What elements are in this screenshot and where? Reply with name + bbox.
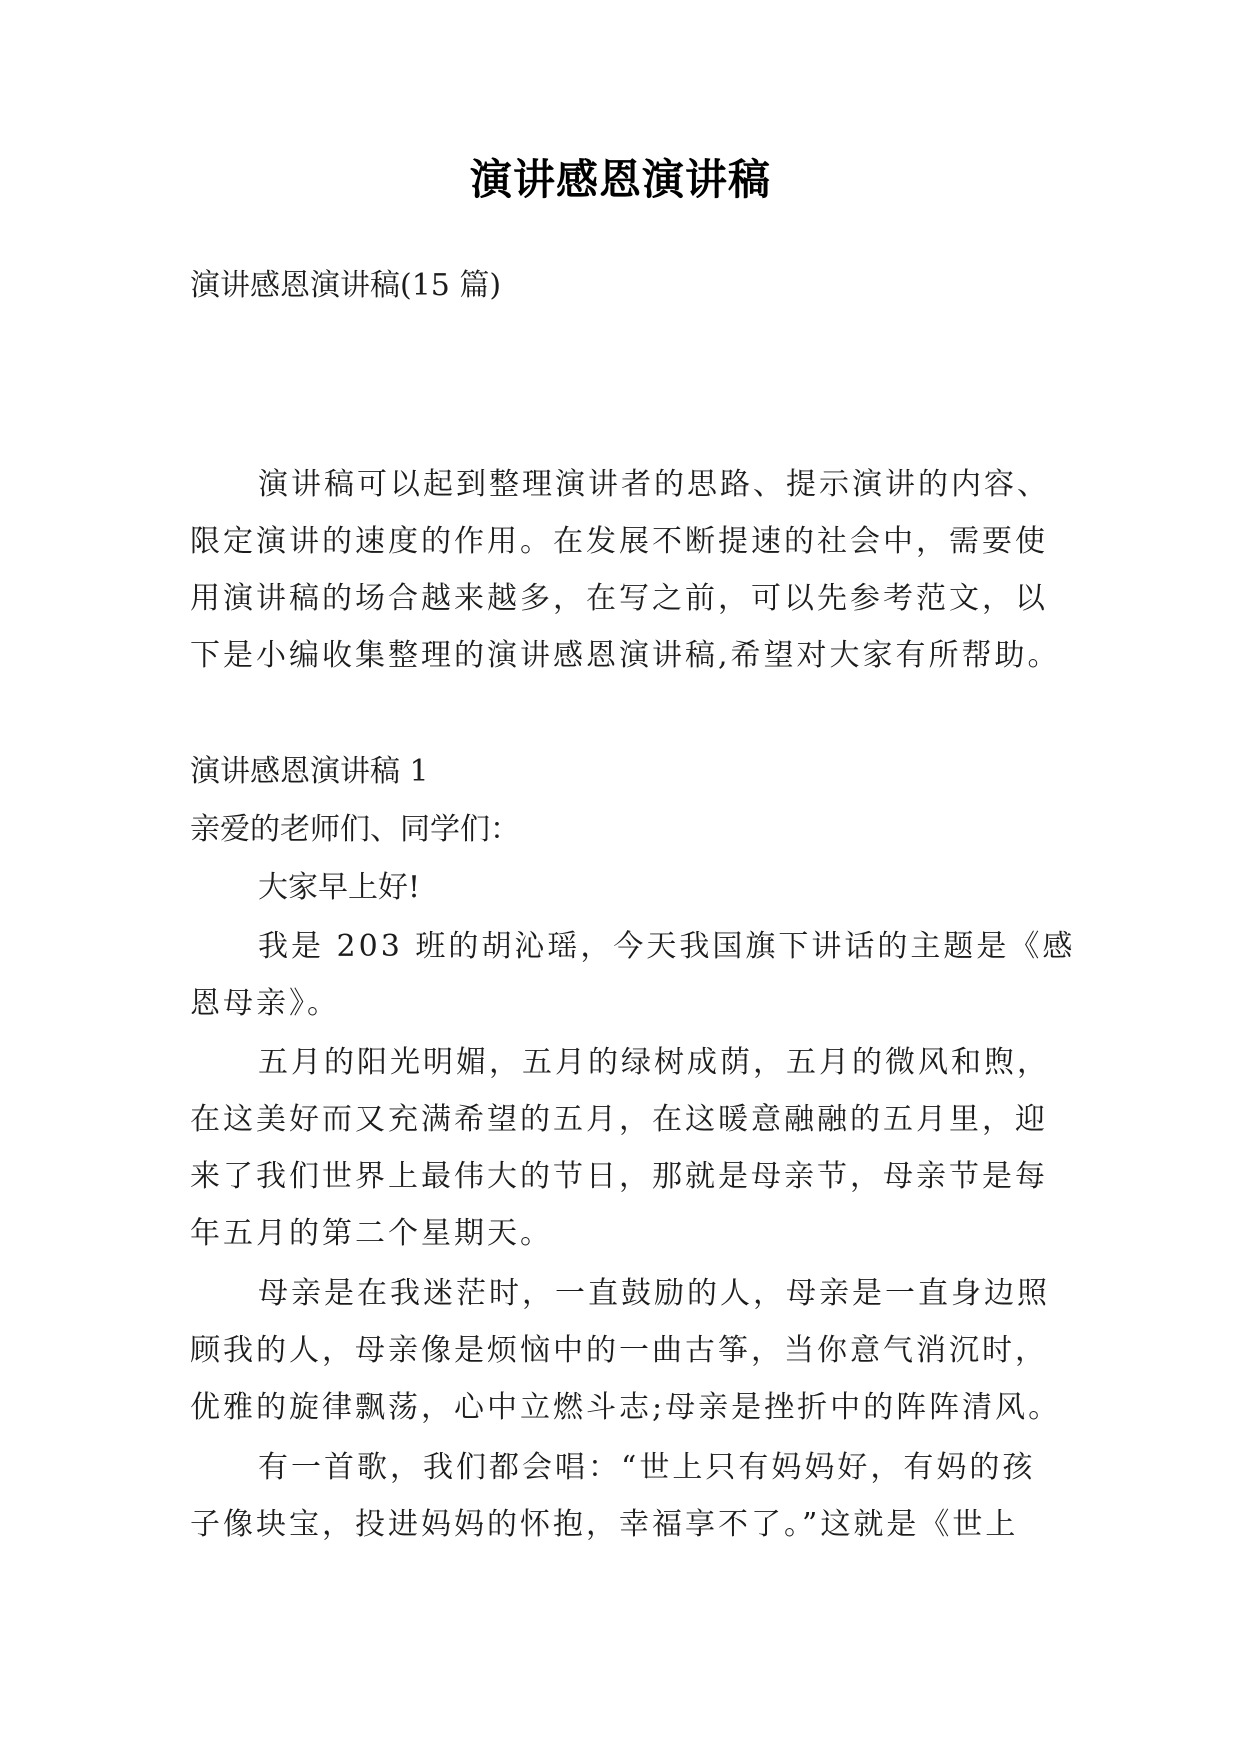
body-line-5: 来了我们世界上最伟大的节日，那就是母亲节，母亲节是每 <box>190 1159 1048 1194</box>
document-title: 演讲感恩演讲稿 <box>469 155 771 204</box>
body-line-11: 子像块宝，投进妈妈的怀抱，幸福享不了。”这就是《世上 <box>190 1507 1019 1542</box>
morning-greeting: 大家早上好! <box>258 870 421 905</box>
section-heading: 演讲感恩演讲稿 1 <box>190 754 429 789</box>
body-line-6: 年五月的第二个星期天。 <box>190 1216 553 1251</box>
intro-line-4: 下是小编收集整理的演讲感恩演讲稿,希望对大家有所帮助。 <box>190 638 1061 673</box>
body-line-1: 我是 203 班的胡沁瑶，今天我国旗下讲话的主题是《感 <box>258 929 1076 964</box>
body-line-7: 母亲是在我迷茫时，一直鼓励的人，母亲是一直身边照 <box>258 1276 1050 1311</box>
intro-line-3: 用演讲稿的场合越来越多，在写之前，可以先参考范文，以 <box>190 581 1048 616</box>
body-line-9: 优雅的旋律飘荡，心中立燃斗志;母亲是挫折中的阵阵清风。 <box>190 1390 1062 1425</box>
intro-line-2: 限定演讲的速度的作用。在发展不断提速的社会中，需要使 <box>190 524 1048 559</box>
document-subtitle: 演讲感恩演讲稿(15 篇) <box>190 268 502 303</box>
body-line-2: 恩母亲》。 <box>190 986 340 1021</box>
greeting: 亲爱的老师们、同学们： <box>190 812 520 847</box>
body-line-4: 在这美好而又充满希望的五月，在这暖意融融的五月里，迎 <box>190 1102 1048 1137</box>
body-line-3: 五月的阳光明媚，五月的绿树成荫，五月的微风和煦， <box>258 1045 1050 1080</box>
intro-line-1: 演讲稿可以起到整理演讲者的思路、提示演讲的内容、 <box>258 467 1050 502</box>
body-line-8: 顾我的人，母亲像是烦恼中的一曲古筝，当你意气消沉时， <box>190 1333 1048 1368</box>
body-line-10: 有一首歌，我们都会唱：“世上只有妈妈好，有妈的孩 <box>258 1450 1036 1485</box>
